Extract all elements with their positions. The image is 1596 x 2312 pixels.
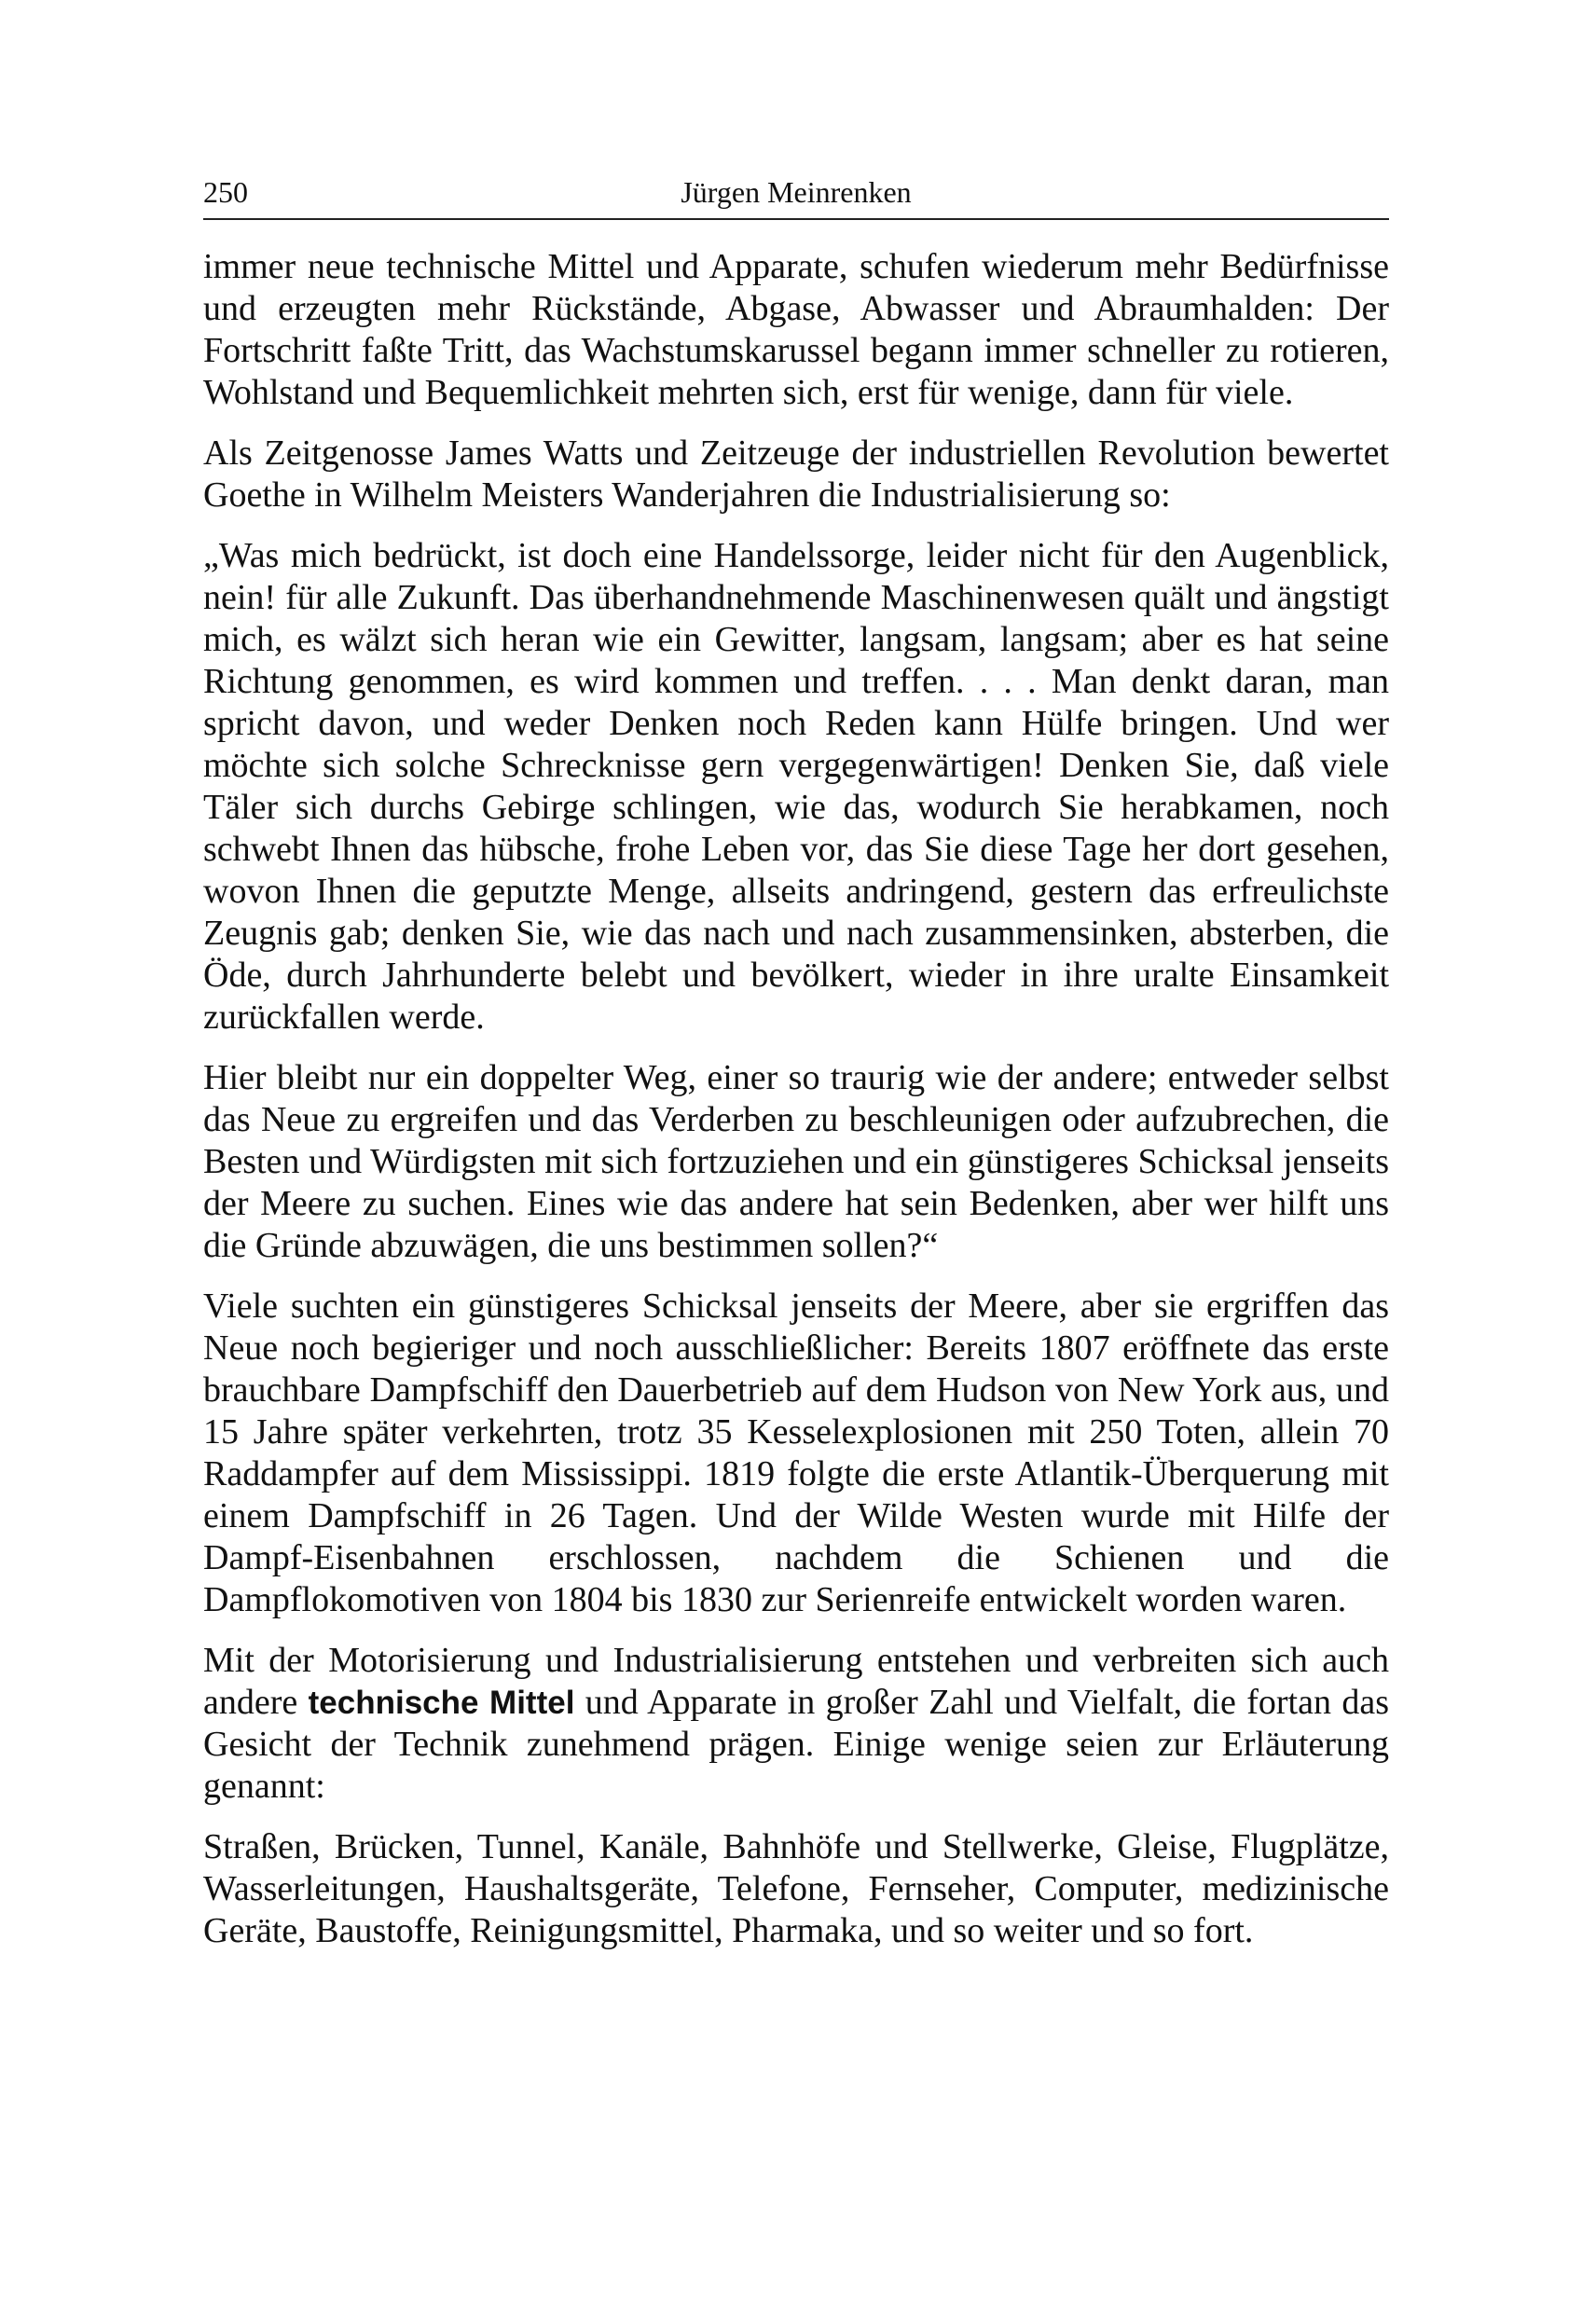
book-page bbox=[203, 168, 1389, 1971]
paragraph-2: Als Zeitgenosse James Watts und Zeitzeuge der industriellen Revolution bewertet Goethe in Wilhelm Meisters Wanderjahren die Industrialisierung so: bbox=[203, 434, 1389, 515]
running-head bbox=[203, 168, 1389, 214]
paragraph-4 bbox=[203, 1640, 1389, 1808]
quote-paragraph-2: Hier bleibt nur ein doppelter Weg, einer so traurig wie der andere; entweder selbst das Neue zu ergreifen und das Verderben zu beschleunigen oder aufzubrechen, die Besten und Würdigsten mit sich fortzuziehen und ein günstigeres Schicksal jenseits der Meere zu suchen. Eines wie das andere hat sein Bedenken, aber wer hilft uns die Gründe abzuwägen, die uns bestimmen sollen?“ bbox=[203, 1058, 1389, 1265]
body-text bbox=[203, 246, 1389, 1952]
bold-term: technische Mittel bbox=[308, 1685, 575, 1721]
paragraph-4-text-start: Mit der Motorisierung und Industrialisierung entstehen und verbreiten sich auch andere bbox=[203, 1641, 1389, 1722]
paragraph-1: immer neue technische Mittel und Apparate, schufen wiederum mehr Bedürfnisse und erzeugten mehr Rückstände, Abgase, Abwasser und Abraumhalden: Der Fortschritt faßte Tritt, das Wachstumskarussel begann immer schneller zu rotieren, Wohlstand und Bequemlichkeit mehrten sich, erst für wenige, dann für viele. bbox=[203, 247, 1389, 412]
running-head-author: Jürgen Meinrenken bbox=[681, 175, 912, 209]
paragraph-4-text-end: und Apparate in großer Zahl und Vielfalt, die fortan das Gesicht der Technik zunehmend prägen. Einige wenige seien zur Erläuterung genannt: bbox=[203, 1683, 1389, 1806]
paragraph-3: Viele suchten ein günstigeres Schicksal jenseits der Meere, aber sie ergriffen das Neue noch begieriger und noch ausschließlicher: Bereits 1807 eröffnete das erste brauchbare Dampfschiff den Dauerbetrieb auf dem Hudson von New York aus, und 15 Jahre später verkehrten, trotz 35 Kesselexplosionen mit 250 Toten, allein 70 Raddampfer auf dem Mississippi. 1819 folgte die erste Atlantik-Überquerung mit einem Dampfschiff in 26 Tagen. Und der Wilde Westen wurde mit Hilfe der Dampf-Eisenbahnen erschlossen, nachdem die Schienen und die Dampflokomotiven von 1804 bis 1830 zur Serienreife entwickelt worden waren. bbox=[203, 1287, 1389, 1619]
paragraph-5: Straßen, Brücken, Tunnel, Kanäle, Bahnhöfe und Stellwerke, Gleise, Flugplätze, Wasserleitungen, Haushaltsgeräte, Telefone, Fernseher, Computer, medizinische Geräte, Baustoffe, Reinigungsmittel, Pharmaka, und so weiter und so fort. bbox=[203, 1827, 1389, 1950]
page-number: 250 bbox=[203, 175, 248, 209]
header-rule bbox=[203, 218, 1389, 220]
quote-paragraph-1: „Was mich bedrückt, ist doch eine Handelssorge, leider nicht für den Augenblick, nein! für alle Zukunft. Das überhandnehmende Maschinenwesen quält und ängstigt mich, es wälzt sich heran wie ein Gewitter, langsam, langsam; aber es hat seine Richtung genommen, es wird kommen und treffen. . . . Man denkt daran, man spricht davon, und weder Denken noch Reden kann Hülfe bringen. Und wer möchte sich solche Schrecknisse gern vergegenwärtigen! Denken Sie, daß viele Täler sich durchs Gebirge schlingen, wie das, wodurch Sie herabkamen, noch schwebt Ihnen das hübsche, frohe Leben vor, das Sie diese Tage her dort gesehen, wovon Ihnen die geputzte Menge, allseits andringend, gestern das erfreulichste Zeugnis gab; denken Sie, wie das nach und nach zusammensinken, absterben, die Öde, durch Jahrhunderte belebt und bevölkert, wieder in ihre uralte Einsamkeit zurückfallen werde. bbox=[203, 536, 1389, 1037]
